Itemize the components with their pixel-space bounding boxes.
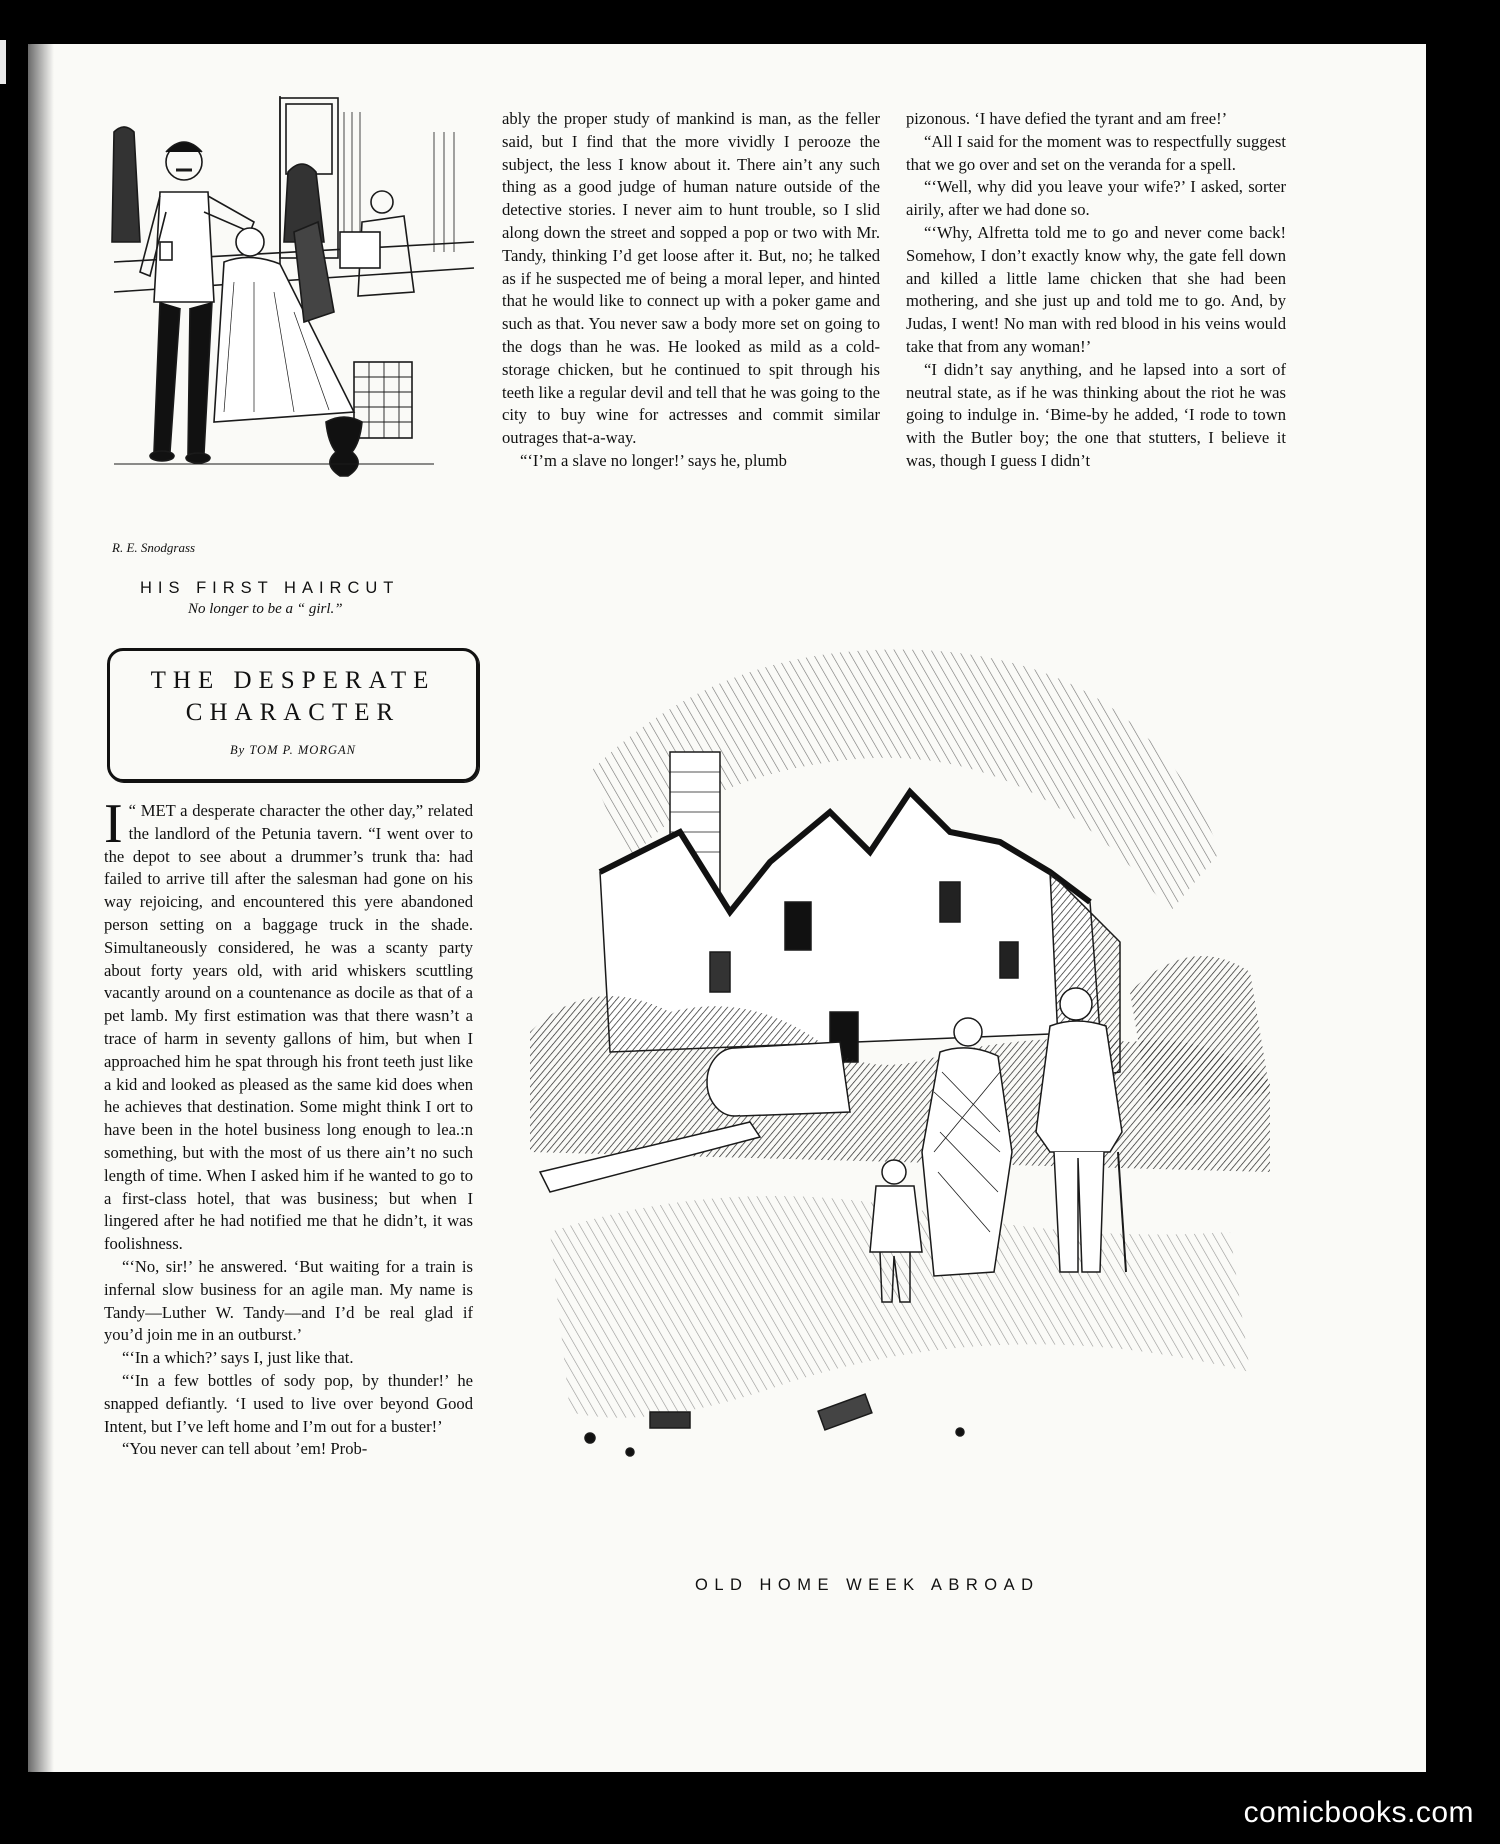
article-column-3 <box>906 108 1286 473</box>
paragraph: pizonous. ‘I have defied the tyrant and am free!’ <box>906 109 1228 128</box>
article-title-box <box>107 648 479 782</box>
article-column-2 <box>502 108 880 473</box>
drop-cap: I <box>104 793 123 855</box>
paragraph: “‘No, sir!’ he answered. ‘But waiting for a train is infernal slow business for an agile man. My name is Tandy—Luther W. Tandy—and I’d be real glad if you’d join me in an outburst.’ <box>104 1256 473 1345</box>
paragraph: “‘In a which?’ says I, just like that. <box>122 1348 354 1368</box>
illustration-signature: R. E. Snodgrass <box>112 540 196 555</box>
paragraph: ably the proper study of mankind is man, as the feller said, but I find that the more vividly I perooze the subject, the less I know about it. There ain’t any such thing as a good judge of human nature outside of the detective stories. I never aim to hunt trouble, so I slid along down the street and sopped a pop or two with Mr. Tandy, thinking I’d get loose after it. But, no; he talked as if he suspected me of being a moral leper, and hinted that he would like to connect up with a poker game and such as that. You never saw a body more set on going to the dogs than he was. He looked as mild as a cold-storage chicken, but he continued to spit through his teeth like a regular devil and tell that he was going to the city to buy wine for actresses and commit similar outrages that-a-way. <box>502 109 880 448</box>
article-title-line1: THE DESPERATE <box>150 667 436 694</box>
illustration-his-first-haircut <box>104 92 480 568</box>
illustration-caption-title: HIS FIRST HAIRCUT <box>140 579 400 597</box>
spine-shadow <box>28 44 54 1772</box>
illustration-caption-title: OLD HOME WEEK ABROAD <box>695 1576 1040 1594</box>
paragraph: “All I said for the moment was to respectfully suggest that we go over and set on the veranda for a spell. <box>906 131 1286 174</box>
watermark: comicbooks.com <box>1243 1796 1474 1829</box>
paragraph: “I didn’t say anything, and he lapsed into a sort of neutral state, as if he was thinking about the riot he was going to indulge in. ‘Bime-by he added, ‘I rode to town with the Butler boy; the one that stutters, I believe it was, though I guess I didn’t <box>906 359 1286 470</box>
paragraph: “You never can tell about ’em! Prob- <box>122 1439 368 1459</box>
paragraph: “‘I’m a slave no longer!’ says he, plumb <box>520 450 787 470</box>
paragraph: “‘Well, why did you leave your wife?’ I asked, sorter airily, after we had done so. <box>906 177 1286 220</box>
article-title-line2: CHARACTER <box>185 699 401 726</box>
paragraph: “‘Why, Alfretta told me to go and never come back! Somehow, I don’t exactly know why, the gate fell down and killed a little lame chicken that she had been mothering, and she just up and told me to go. And, by Judas, I went! No man with red blood in his veins would take that from any woman!’ <box>906 222 1286 356</box>
paragraph: “‘In a few bottles of sody pop, by thunder!’ he snapped defiantly. ‘I used to live over beyond Good Intent, but I’ve left home and I’m out for a buster!’ <box>104 1370 473 1436</box>
article-column-1 <box>104 793 473 1461</box>
illustration-old-home-week-abroad <box>530 612 1270 1520</box>
page-edge <box>0 40 6 84</box>
article-byline: By TOM P. MORGAN <box>230 743 356 757</box>
illustration-caption-subtitle: No longer to be a “ girl.” <box>188 601 343 617</box>
paragraph: “ MET a desperate character the other day,” related the landlord of the Petunia tavern. “I went over to the depot to see about a drummer’s trunk tha: had failed to arrive till after the salesman had gone on his way rejoicing, and encountered this yere abandoned person setting on a baggage truck in the shade. Simultaneously considered, he was a scanty party about forty years old, with arid whiskers scuttling vacantly around on a countenance as docile as that of a pet lamb. My first estimation was that there wasn’t a trace of harm in seventy gallons of him, but when I approached him he spat through his front teeth just like a kid and looked as pleased as the same kid does when he achieves that destination. Some might think I ort to have been in the hotel business long enough to lea.:n something, but with the most of us there ain’t no such length of time. When I asked him if he wanted to go to a first-class hotel, that was business; but when I lingered after he had notified me that he didn’t, it was foolishness. <box>104 801 473 1254</box>
